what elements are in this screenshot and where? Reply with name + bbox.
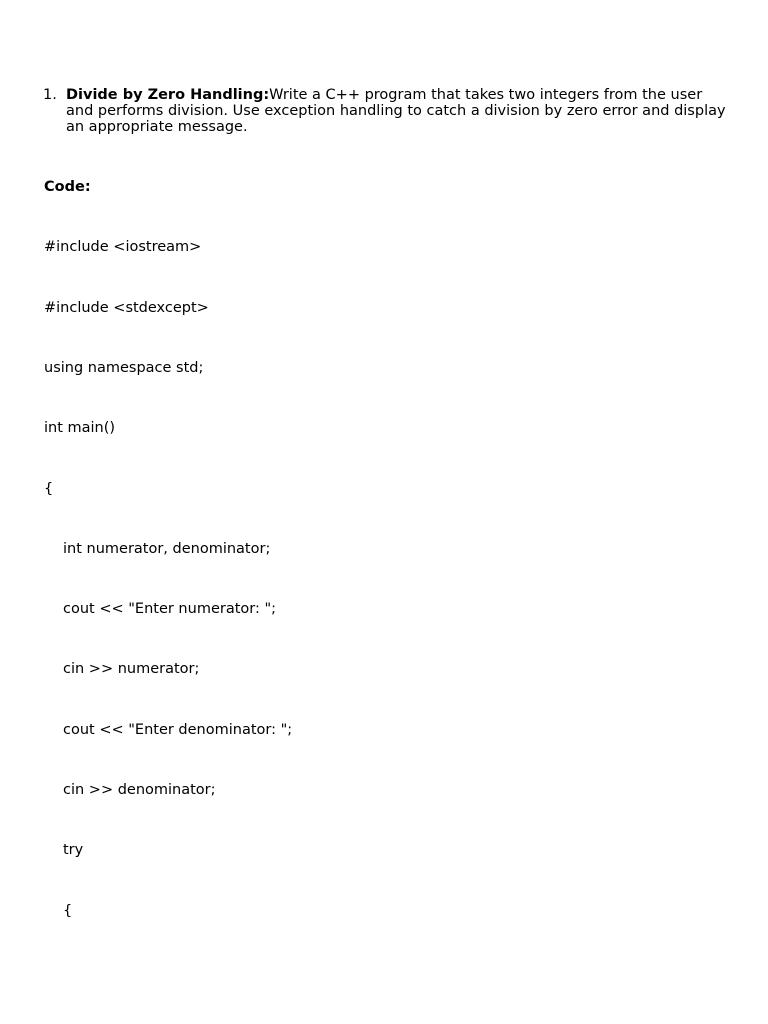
code-label: Code: [44, 179, 91, 195]
code-line: #include <stdexcept> [44, 300, 209, 316]
question-item [43, 87, 733, 135]
code-line: cin >> denominator; [63, 782, 216, 798]
question-title: Divide by Zero Handling: [66, 87, 270, 103]
question-text: Write a C++ program that takes two integers from the user and performs division. Use exception handling to catch a division by zero error and display an appropriate message. [66, 87, 726, 135]
code-line: using namespace std; [44, 360, 204, 376]
code-line: cin >> numerator; [63, 661, 200, 677]
code-line: { [63, 903, 73, 919]
code-line: int numerator, denominator; [63, 541, 271, 557]
code-line: { [44, 481, 54, 497]
code-line: #include <iostream> [44, 239, 202, 255]
code-line: int main() [44, 420, 116, 436]
code-line: try [63, 842, 84, 858]
question-number: 1. [43, 87, 57, 103]
code-line: cout << "Enter numerator: "; [63, 601, 277, 617]
code-line: cout << "Enter denominator: "; [63, 722, 293, 738]
question-body [66, 87, 733, 135]
